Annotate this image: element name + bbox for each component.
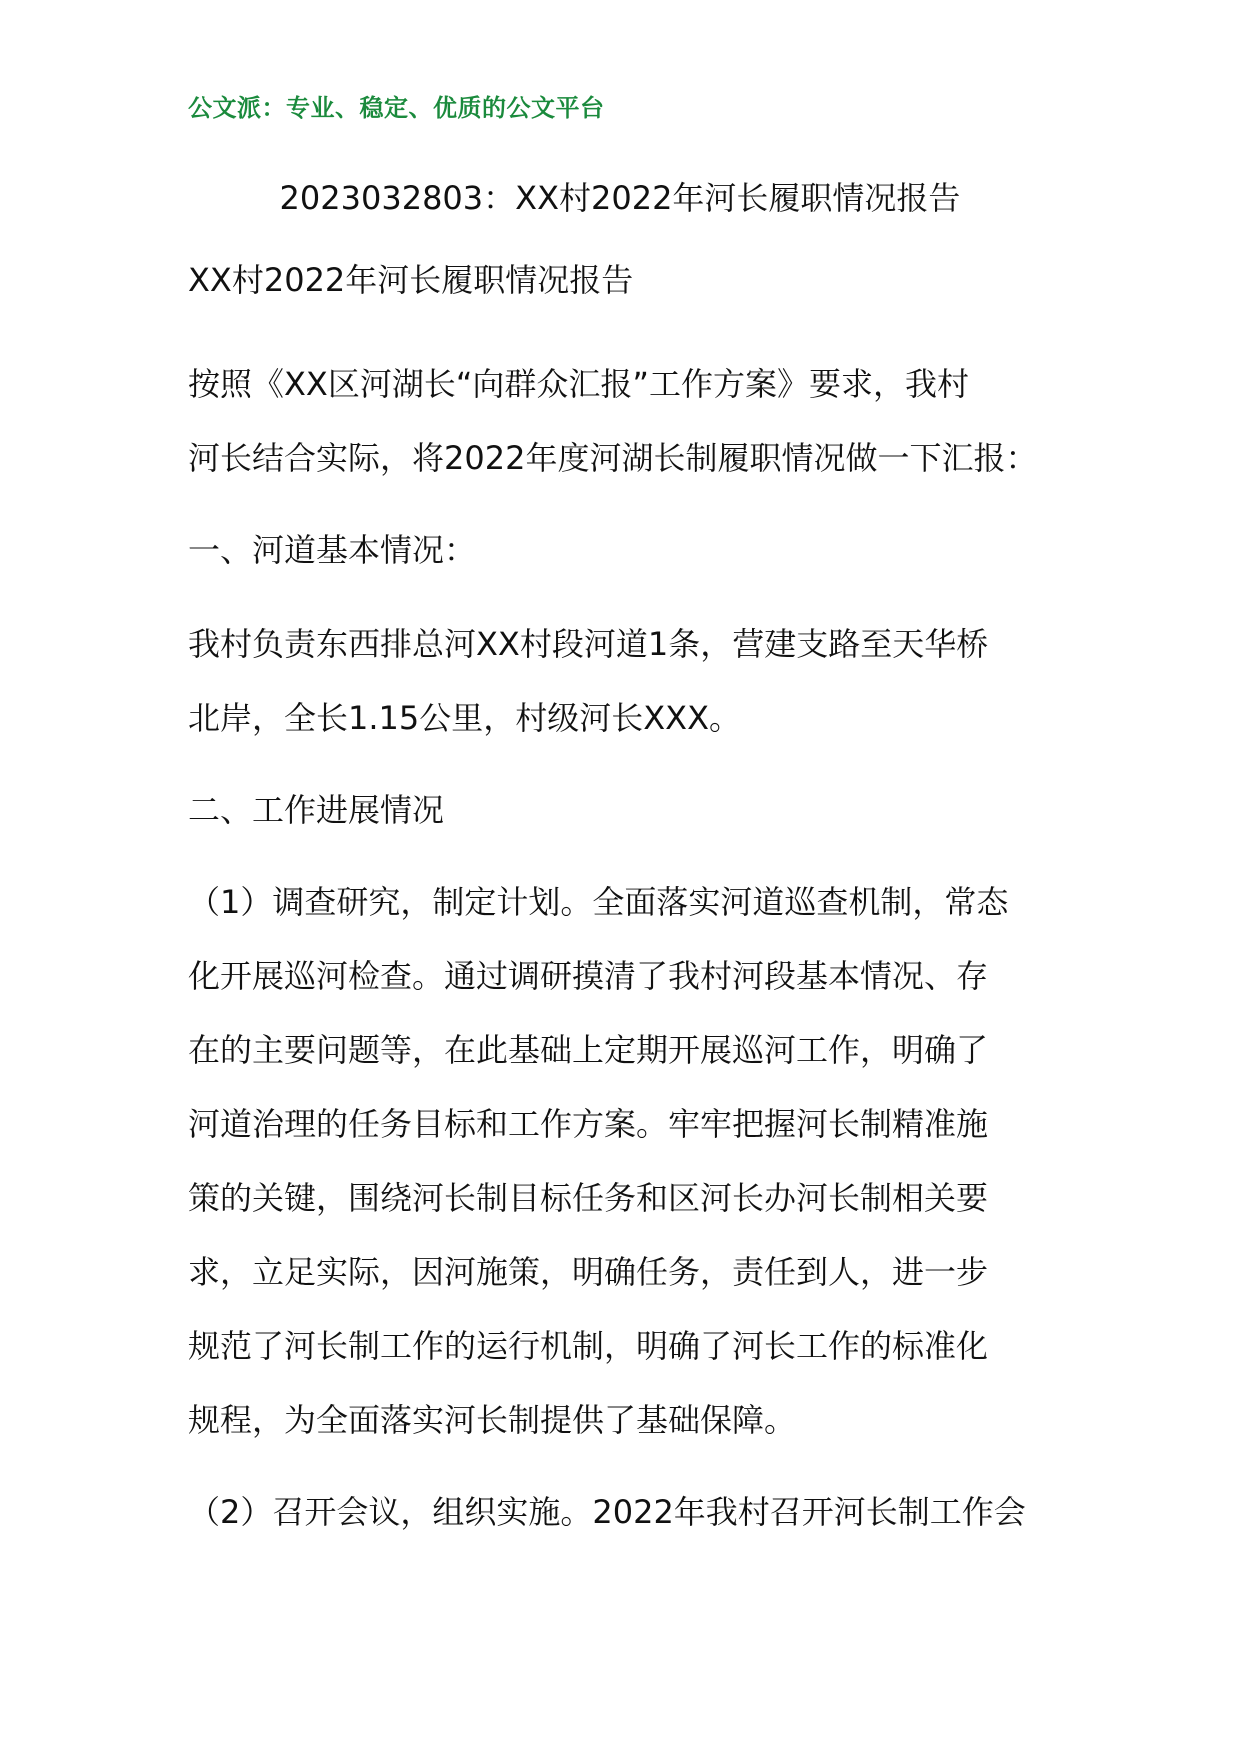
body-line: 在的主要问题等，在此基础上定期开展巡河工作，明确了: [188, 1031, 989, 1069]
body-line: 化开展巡河检查。通过调研摸清了我村河段基本情况、存: [188, 957, 989, 995]
body-line: 求，立足实际，因河施策，明确任务，责任到人，进一步: [188, 1253, 989, 1291]
body-line: （2）召开会议，组织实施。2022年我村召开河长制工作会: [188, 1493, 1026, 1531]
section-heading: 二、工作进展情况: [188, 791, 445, 829]
section-heading: 一、河道基本情况：: [188, 531, 477, 569]
document-title: 2023032803：XX村2022年河长履职情况报告: [279, 179, 961, 217]
body-line: 规程，为全面落实河长制提供了基础保障。: [188, 1401, 797, 1439]
body-line: （1）调查研究，制定计划。全面落实河道巡查机制，常态: [188, 883, 1009, 921]
body-line: 按照《XX区河湖长“向群众汇报”工作方案》要求，我村: [188, 365, 970, 403]
body-line: 河长结合实际，将2022年度河湖长制履职情况做一下汇报：: [188, 439, 1038, 477]
body-line: 规范了河长制工作的运行机制，明确了河长工作的标准化: [188, 1327, 989, 1365]
body-line: 策的关键，围绕河长制目标任务和区河长办河长制相关要: [188, 1179, 989, 1217]
report-heading: XX村2022年河长履职情况报告: [188, 261, 634, 299]
body-line: 河道治理的任务目标和工作方案。牢牢把握河长制精准施: [188, 1105, 989, 1143]
body-line: 北岸，全长1.15公里，村级河长XXX。: [188, 699, 742, 737]
header-brand: 公文派：专业、稳定、优质的公文平台: [188, 94, 605, 122]
body-line: 我村负责东西排总河XX村段河道1条，营建支路至天华桥: [188, 625, 989, 663]
